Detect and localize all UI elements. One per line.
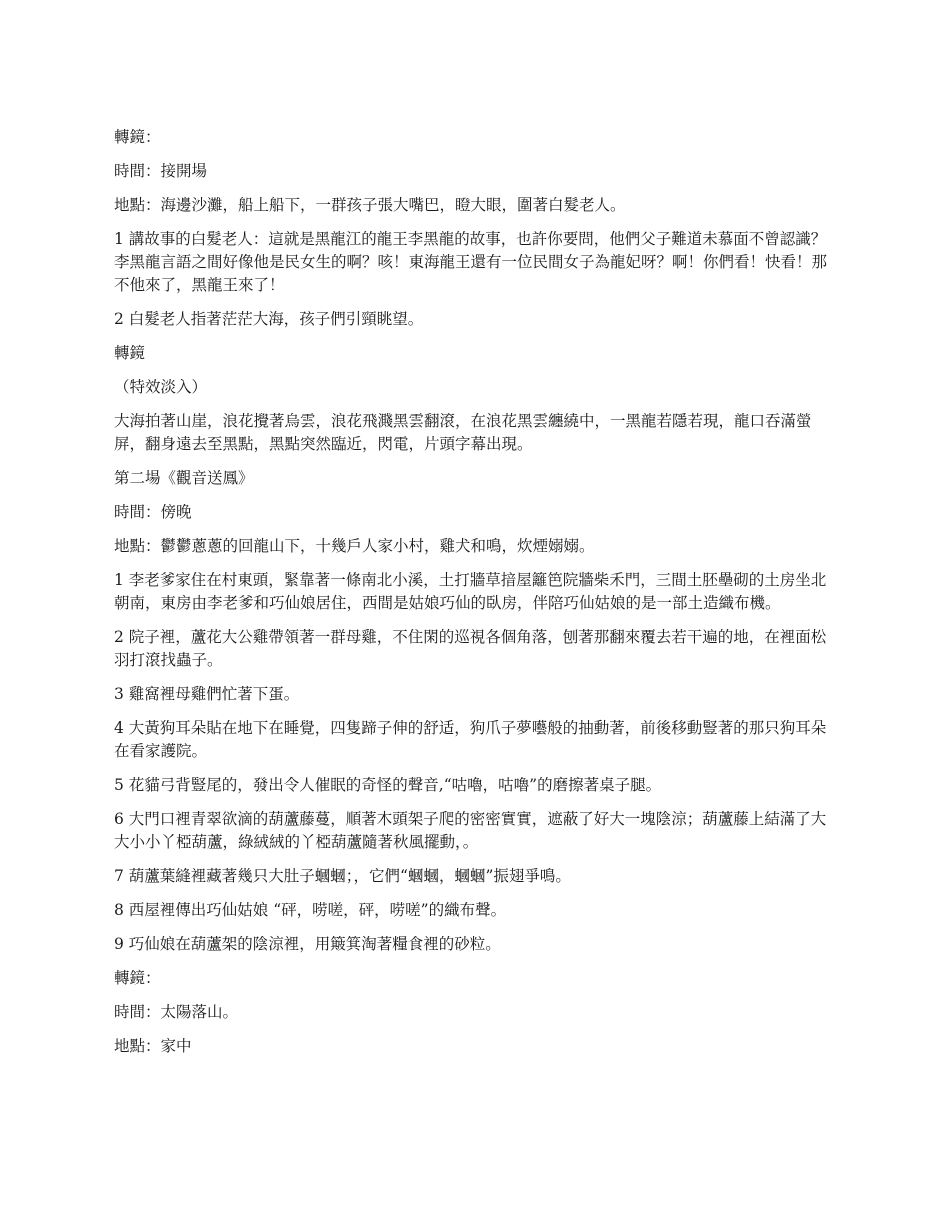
scene2-item-5: 5 花貓弓背豎尾的，發出令人催眠的奇怪的聲音,“咕嚕，咕嚕”的磨擦著桌子腿。	[114, 776, 662, 794]
scene2-item-1: 1 李老爹家住在村東頭，緊靠著一條南北小溪，土打牆草揞屋籬笆院牆柴禾門，三間土胚​壘砌的土房坐北朝南，東房由李老爹和巧仙娘居住，西間是姑娘巧仙的臥房，伴陪巧仙姑​娘的是一部土造織布機。	[114, 571, 827, 612]
scene2-item-3: 3 雞窩裡母雞們忙著下蛋。	[114, 685, 300, 703]
location-line-2: 地點：鬱鬱蔥蔥的回龍山下，十幾戶人家小村，雞犬和鳴，炊煙嫋嫋。	[114, 537, 595, 555]
scene-transition-3: 轉鏡：	[114, 969, 161, 987]
location-line-3: 地點：家中	[114, 1037, 192, 1055]
scene2-item-2: 2 院子裡，蘆花大公雞帶領著一群母雞，不住閑的巡視各個角落，刨著那翻來覆去若干遍​的地，在裡面松羽打滾找蟲子。	[114, 628, 827, 669]
time-line-2: 時間：傍晚	[114, 503, 192, 521]
scene-heading-2: 第二場《觀音送鳳》	[114, 469, 254, 487]
scene-item-2: 2 白髮老人指著茫茫大海，孩子們引頸眺望。	[114, 310, 424, 328]
scene-transition-1: 轉鏡：	[114, 128, 161, 146]
document-page	[114, 126, 834, 1069]
scene2-item-9: 9 巧仙娘在葫蘆架的陰涼裡，用簸箕淘著糧食裡的砂粒。	[114, 935, 501, 953]
location-line-1: 地點：海邊沙灘，船上船下，一群孩子張大嘴巴，瞪大眼，圍著白髮老人。	[114, 196, 626, 214]
scene2-item-4: 4 大黃狗耳朵貼在地下在睡覺，四隻蹄子伸的舒适，狗爪子夢囈般的抽動著，前後移動豎​著的那只狗耳朵在看家護院。	[114, 719, 827, 760]
scene2-item-6: 6 大門口裡青翠欲滴的葫蘆藤蔓，順著木頭架子爬的密密實實，遮蔽了好大一塊陰涼；葫​蘆藤上結滿了大大小小丫椏葫蘆，綠絨絨的丫椏葫蘆隨著秋風擺動，。	[114, 810, 827, 851]
time-line-3: 時間：太陽落山。	[114, 1003, 239, 1021]
scene-transition-2: 轉鏡	[114, 344, 146, 362]
time-line-1: 時間：接開場	[114, 162, 208, 180]
scene2-item-8: 8 西屋裡傳出巧仙姑娘 “砰，唠嗟，砰，唠嗟”的織布聲。	[114, 901, 507, 919]
effect-note: （特效淡入）	[114, 378, 208, 396]
scene-item-1: 1 講故事的白髮老人：這就是黑龍江的龍王李黑龍的故事，也許你要問，他們父子難道未​慕面不曾認識？李黑龍言語之間好像他是民女生的啊？咳！東海龍王還有一位民間女子為​龍妃呀？啊！你們看！快看！那不他來了，黑龍王來了！	[114, 230, 828, 294]
opening-description: 大海拍著山崖，浪花攪著烏雲，浪花飛濺黑雲翻滾，在浪花黑雲纏繞中，一黑龍若隱若​現，龍口吞滿螢屏，翻身遠去至黑點，黑點突然臨近，閃電，片頭字幕出現。	[114, 412, 812, 453]
scene2-item-7: 7 葫蘆葉縫裡藏著幾只大肚子蟈蟈；，它們“蟈蟈，蟈蟈”振翅爭鳴。	[114, 867, 571, 885]
